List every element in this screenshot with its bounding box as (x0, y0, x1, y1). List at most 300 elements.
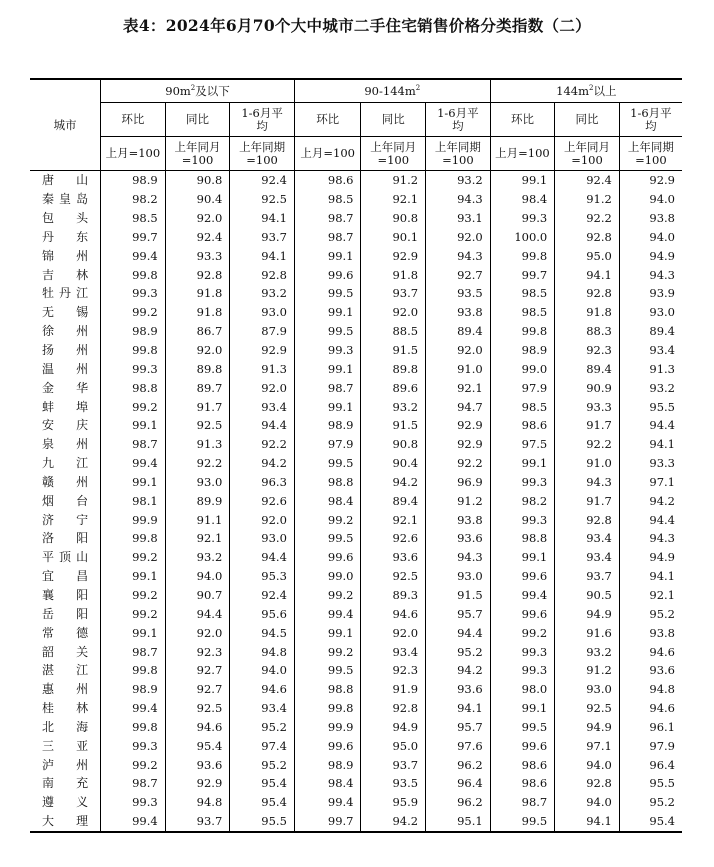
value-cell: 92.0 (165, 209, 230, 228)
city-cell: 岳阳 (42, 606, 89, 621)
table-row (30, 171, 682, 190)
value-cell: 94.2 (426, 661, 491, 680)
value-cell: 94.3 (555, 473, 620, 492)
value-cell: 90.4 (361, 454, 426, 473)
value-cell: 98.7 (101, 435, 166, 454)
value-cell: 98.8 (294, 473, 361, 492)
value-cell: 91.0 (426, 359, 491, 378)
table-row (30, 586, 682, 605)
city-cell: 九江 (42, 456, 89, 471)
value-cell: 98.2 (101, 190, 166, 209)
value-cell: 92.3 (165, 642, 230, 661)
value-cell: 92.5 (230, 190, 295, 209)
table-row (30, 680, 682, 699)
value-cell: 91.5 (361, 341, 426, 360)
value-cell: 98.8 (294, 680, 361, 699)
city-cell: 泉州 (42, 437, 89, 452)
value-cell: 99.2 (101, 755, 166, 774)
header-base-row (30, 137, 682, 171)
value-cell: 99.9 (294, 717, 361, 736)
value-cell: 89.4 (619, 322, 682, 341)
value-cell: 94.2 (361, 812, 426, 832)
value-cell: 92.0 (361, 303, 426, 322)
value-cell: 91.3 (619, 359, 682, 378)
value-cell: 91.3 (165, 435, 230, 454)
column-header-base: 上月=100 (101, 137, 166, 171)
city-cell: 南充 (42, 776, 89, 791)
value-cell: 93.8 (426, 510, 491, 529)
value-cell: 97.1 (619, 473, 682, 492)
value-cell: 99.0 (294, 567, 361, 586)
value-cell: 98.6 (490, 755, 555, 774)
value-cell: 95.2 (230, 755, 295, 774)
value-cell: 91.5 (426, 586, 491, 605)
value-cell: 92.1 (361, 190, 426, 209)
city-cell: 襄阳 (42, 587, 89, 602)
table-row (30, 699, 682, 718)
value-cell: 99.5 (294, 284, 361, 303)
value-cell: 92.0 (230, 510, 295, 529)
value-cell: 95.4 (619, 812, 682, 832)
value-cell: 99.8 (490, 322, 555, 341)
value-cell: 92.0 (165, 341, 230, 360)
value-cell: 97.9 (490, 378, 555, 397)
table-row (30, 812, 682, 832)
city-column-header: 城市 (30, 79, 101, 171)
value-cell: 91.1 (165, 510, 230, 529)
value-cell: 89.3 (361, 586, 426, 605)
value-cell: 94.8 (619, 680, 682, 699)
city-cell: 徐州 (42, 324, 89, 339)
value-cell: 99.4 (101, 454, 166, 473)
header-sub-row (30, 103, 682, 137)
value-cell: 98.8 (490, 529, 555, 548)
value-cell: 97.9 (619, 736, 682, 755)
city-cell: 洛阳 (42, 531, 89, 546)
city-cell: 赣州 (42, 474, 89, 489)
value-cell: 98.9 (294, 755, 361, 774)
column-header-base: 上年同月=100 (361, 137, 426, 171)
city-cell: 唐山 (42, 173, 89, 188)
value-cell: 99.6 (294, 548, 361, 567)
value-cell: 89.7 (165, 378, 230, 397)
value-cell: 95.2 (619, 793, 682, 812)
value-cell: 91.6 (555, 623, 620, 642)
city-cell: 平顶山 (42, 550, 89, 565)
value-cell: 90.1 (361, 228, 426, 247)
value-cell: 92.1 (619, 586, 682, 605)
value-cell: 92.8 (165, 265, 230, 284)
value-cell: 95.7 (426, 717, 491, 736)
value-cell: 91.7 (165, 397, 230, 416)
table-row (30, 755, 682, 774)
value-cell: 92.2 (555, 435, 620, 454)
column-header-base: 上月=100 (490, 137, 555, 171)
value-cell: 92.9 (361, 246, 426, 265)
value-cell: 94.3 (426, 548, 491, 567)
value-cell: 96.9 (426, 473, 491, 492)
value-cell: 98.5 (101, 209, 166, 228)
value-cell: 99.4 (101, 699, 166, 718)
value-cell: 94.0 (619, 228, 682, 247)
value-cell: 94.9 (555, 604, 620, 623)
value-cell: 92.0 (361, 623, 426, 642)
value-cell: 92.8 (555, 284, 620, 303)
table-row (30, 303, 682, 322)
value-cell: 98.4 (490, 190, 555, 209)
value-cell: 93.7 (555, 567, 620, 586)
group-header: $144m^2$以上 (490, 79, 682, 103)
value-cell: 93.4 (230, 699, 295, 718)
value-cell: 91.2 (426, 491, 491, 510)
value-cell: 86.7 (165, 322, 230, 341)
value-cell: 99.1 (490, 548, 555, 567)
table-row (30, 265, 682, 284)
value-cell: 99.6 (294, 736, 361, 755)
value-cell: 99.3 (490, 510, 555, 529)
value-cell: 92.8 (555, 228, 620, 247)
value-cell: 94.4 (230, 416, 295, 435)
value-cell: 98.6 (490, 416, 555, 435)
value-cell: 90.8 (361, 209, 426, 228)
value-cell: 90.4 (165, 190, 230, 209)
column-header-base: 上年同月=100 (165, 137, 230, 171)
city-cell: 韶关 (42, 644, 89, 659)
value-cell: 95.6 (230, 604, 295, 623)
value-cell: 94.9 (619, 246, 682, 265)
column-header-sub: 环比 (490, 103, 555, 137)
value-cell: 93.6 (361, 548, 426, 567)
table-row (30, 473, 682, 492)
value-cell: 93.4 (555, 529, 620, 548)
value-cell: 94.6 (361, 604, 426, 623)
value-cell: 99.3 (101, 736, 166, 755)
value-cell: 95.5 (230, 812, 295, 832)
value-cell: 94.3 (426, 246, 491, 265)
value-cell: 93.5 (361, 774, 426, 793)
value-cell: 92.2 (230, 435, 295, 454)
value-cell: 93.4 (230, 397, 295, 416)
city-cell: 常德 (42, 625, 89, 640)
value-cell: 94.2 (230, 454, 295, 473)
value-cell: 92.0 (426, 341, 491, 360)
value-cell: 92.3 (555, 341, 620, 360)
value-cell: 91.2 (361, 171, 426, 190)
value-cell: 98.6 (490, 774, 555, 793)
value-cell: 99.5 (294, 322, 361, 341)
value-cell: 98.4 (294, 491, 361, 510)
city-cell: 金华 (42, 380, 89, 395)
value-cell: 93.3 (555, 397, 620, 416)
column-header-sub: 1-6月平均 (619, 103, 682, 137)
value-cell: 99.8 (101, 529, 166, 548)
value-cell: 94.9 (361, 717, 426, 736)
value-cell: 99.5 (294, 661, 361, 680)
value-cell: 99.2 (101, 604, 166, 623)
city-cell: 蚌埠 (42, 399, 89, 414)
value-cell: 93.0 (619, 303, 682, 322)
city-cell: 包头 (42, 211, 89, 226)
city-cell: 扬州 (42, 343, 89, 358)
value-cell: 99.2 (490, 623, 555, 642)
value-cell: 99.1 (490, 454, 555, 473)
value-cell: 99.1 (490, 171, 555, 190)
value-cell: 99.6 (490, 567, 555, 586)
value-cell: 98.5 (490, 397, 555, 416)
value-cell: 99.3 (101, 284, 166, 303)
city-cell: 泸州 (42, 757, 89, 772)
city-cell: 北海 (42, 719, 89, 734)
value-cell: 94.3 (426, 190, 491, 209)
value-cell: 92.7 (165, 680, 230, 699)
value-cell: 89.4 (361, 491, 426, 510)
value-cell: 94.6 (619, 699, 682, 718)
value-cell: 96.4 (426, 774, 491, 793)
value-cell: 94.4 (426, 623, 491, 642)
column-header-sub: 环比 (294, 103, 361, 137)
value-cell: 99.6 (490, 736, 555, 755)
value-cell: 91.8 (165, 303, 230, 322)
column-header-sub: 1-6月平均 (426, 103, 491, 137)
value-cell: 98.9 (101, 322, 166, 341)
value-cell: 92.1 (165, 529, 230, 548)
value-cell: 92.9 (619, 171, 682, 190)
value-cell: 99.5 (294, 454, 361, 473)
value-cell: 95.4 (230, 793, 295, 812)
table-row (30, 642, 682, 661)
table-row (30, 623, 682, 642)
value-cell: 92.9 (230, 341, 295, 360)
table-row (30, 359, 682, 378)
value-cell: 96.2 (426, 793, 491, 812)
value-cell: 92.6 (230, 491, 295, 510)
value-cell: 90.5 (555, 586, 620, 605)
city-cell: 宜昌 (42, 569, 89, 584)
value-cell: 92.5 (361, 567, 426, 586)
value-cell: 98.9 (101, 171, 166, 190)
table-row (30, 416, 682, 435)
column-header-sub: 1-6月平均 (230, 103, 295, 137)
value-cell: 92.1 (426, 378, 491, 397)
value-cell: 99.3 (294, 341, 361, 360)
value-cell: 92.6 (361, 529, 426, 548)
value-cell: 92.1 (361, 510, 426, 529)
value-cell: 94.0 (230, 661, 295, 680)
value-cell: 91.9 (361, 680, 426, 699)
value-cell: 99.1 (294, 303, 361, 322)
table-body (30, 171, 682, 832)
value-cell: 96.3 (230, 473, 295, 492)
table-row (30, 510, 682, 529)
value-cell: 90.8 (361, 435, 426, 454)
city-cell: 烟台 (42, 493, 89, 508)
value-cell: 91.2 (555, 190, 620, 209)
value-cell: 91.8 (361, 265, 426, 284)
value-cell: 94.4 (619, 416, 682, 435)
group-header: $90-144m^2$ (294, 79, 490, 103)
value-cell: 93.2 (619, 378, 682, 397)
value-cell: 93.4 (555, 548, 620, 567)
value-cell: 99.1 (294, 623, 361, 642)
value-cell: 93.2 (555, 642, 620, 661)
value-cell: 99.4 (101, 812, 166, 832)
value-cell: 99.3 (101, 359, 166, 378)
value-cell: 94.2 (619, 491, 682, 510)
value-cell: 93.8 (619, 623, 682, 642)
value-cell: 94.8 (165, 793, 230, 812)
value-cell: 93.0 (230, 529, 295, 548)
value-cell: 99.1 (294, 246, 361, 265)
value-cell: 99.9 (101, 510, 166, 529)
value-cell: 94.2 (361, 473, 426, 492)
city-cell: 温州 (42, 361, 89, 376)
value-cell: 92.0 (165, 623, 230, 642)
value-cell: 94.9 (555, 717, 620, 736)
value-cell: 92.8 (555, 510, 620, 529)
city-cell: 安庆 (42, 418, 89, 433)
value-cell: 99.4 (101, 246, 166, 265)
value-cell: 97.4 (230, 736, 295, 755)
value-cell: 94.3 (619, 265, 682, 284)
value-cell: 93.3 (619, 454, 682, 473)
page-title: 表4：2024年6月70个大中城市二手住宅销售价格分类指数（二） (123, 16, 591, 35)
table-row (30, 529, 682, 548)
value-cell: 99.5 (294, 529, 361, 548)
value-cell: 92.9 (426, 435, 491, 454)
value-cell: 93.0 (230, 303, 295, 322)
value-cell: 93.4 (619, 341, 682, 360)
value-cell: 92.7 (165, 661, 230, 680)
value-cell: 96.1 (619, 717, 682, 736)
value-cell: 91.7 (555, 491, 620, 510)
value-cell: 96.4 (619, 755, 682, 774)
value-cell: 92.2 (165, 454, 230, 473)
value-cell: 99.3 (490, 661, 555, 680)
value-cell: 99.8 (101, 661, 166, 680)
table-row (30, 435, 682, 454)
value-cell: 98.7 (490, 793, 555, 812)
value-cell: 99.2 (101, 303, 166, 322)
value-cell: 97.6 (426, 736, 491, 755)
column-header-sub: 同比 (165, 103, 230, 137)
value-cell: 90.7 (165, 586, 230, 605)
value-cell: 90.8 (165, 171, 230, 190)
table-row (30, 246, 682, 265)
value-cell: 94.6 (619, 642, 682, 661)
value-cell: 93.6 (426, 680, 491, 699)
value-cell: 95.2 (230, 717, 295, 736)
value-cell: 97.5 (490, 435, 555, 454)
column-header-sub: 环比 (101, 103, 166, 137)
value-cell: 98.7 (101, 642, 166, 661)
value-cell: 99.5 (490, 812, 555, 832)
value-cell: 89.4 (555, 359, 620, 378)
value-cell: 93.6 (426, 529, 491, 548)
city-cell: 吉林 (42, 267, 89, 282)
value-cell: 99.8 (101, 265, 166, 284)
value-cell: 89.4 (426, 322, 491, 341)
value-cell: 99.4 (294, 793, 361, 812)
table-row (30, 190, 682, 209)
table-row (30, 322, 682, 341)
column-header-sub: 同比 (555, 103, 620, 137)
value-cell: 99.1 (101, 623, 166, 642)
value-cell: 92.2 (426, 454, 491, 473)
value-cell: 95.1 (426, 812, 491, 832)
value-cell: 97.1 (555, 736, 620, 755)
value-cell: 92.4 (230, 171, 295, 190)
table-row (30, 378, 682, 397)
table-row (30, 397, 682, 416)
column-header-base: 上月=100 (294, 137, 361, 171)
value-cell: 99.3 (490, 473, 555, 492)
value-cell: 92.9 (426, 416, 491, 435)
value-cell: 93.6 (165, 755, 230, 774)
value-cell: 94.7 (426, 397, 491, 416)
value-cell: 99.7 (101, 228, 166, 247)
value-cell: 98.9 (490, 341, 555, 360)
column-header-base: 上年同期=100 (230, 137, 295, 171)
value-cell: 94.1 (230, 246, 295, 265)
value-cell: 99.2 (101, 586, 166, 605)
value-cell: 98.7 (101, 774, 166, 793)
value-cell: 93.3 (165, 246, 230, 265)
value-cell: 99.1 (101, 473, 166, 492)
value-cell: 91.0 (555, 454, 620, 473)
value-cell: 99.7 (490, 265, 555, 284)
price-index-table (30, 78, 682, 833)
value-cell: 99.3 (101, 793, 166, 812)
table-row (30, 454, 682, 473)
value-cell: 92.5 (165, 416, 230, 435)
value-cell: 99.1 (294, 397, 361, 416)
value-cell: 88.3 (555, 322, 620, 341)
value-cell: 95.4 (165, 736, 230, 755)
value-cell: 99.0 (490, 359, 555, 378)
group-header: $90m^2$及以下 (101, 79, 295, 103)
value-cell: 89.6 (361, 378, 426, 397)
value-cell: 100.0 (490, 228, 555, 247)
value-cell: 99.4 (490, 586, 555, 605)
city-cell: 遵义 (42, 795, 89, 810)
value-cell: 91.8 (555, 303, 620, 322)
city-cell: 无锡 (42, 305, 89, 320)
value-cell: 98.6 (294, 171, 361, 190)
value-cell: 98.9 (101, 680, 166, 699)
city-cell: 大理 (30, 812, 101, 832)
value-cell: 99.6 (294, 265, 361, 284)
value-cell: 95.0 (555, 246, 620, 265)
value-cell: 94.6 (230, 680, 295, 699)
value-cell: 92.0 (426, 228, 491, 247)
value-cell: 94.4 (165, 604, 230, 623)
value-cell: 91.3 (230, 359, 295, 378)
value-cell: 89.8 (361, 359, 426, 378)
value-cell: 99.1 (101, 416, 166, 435)
value-cell: 93.7 (165, 812, 230, 832)
value-cell: 98.5 (294, 190, 361, 209)
value-cell: 93.6 (619, 661, 682, 680)
value-cell: 99.6 (490, 604, 555, 623)
value-cell: 93.0 (165, 473, 230, 492)
value-cell: 99.4 (294, 604, 361, 623)
value-cell: 98.2 (490, 491, 555, 510)
value-cell: 95.7 (426, 604, 491, 623)
table-row (30, 228, 682, 247)
value-cell: 99.2 (294, 642, 361, 661)
value-cell: 92.7 (426, 265, 491, 284)
value-cell: 89.9 (165, 491, 230, 510)
